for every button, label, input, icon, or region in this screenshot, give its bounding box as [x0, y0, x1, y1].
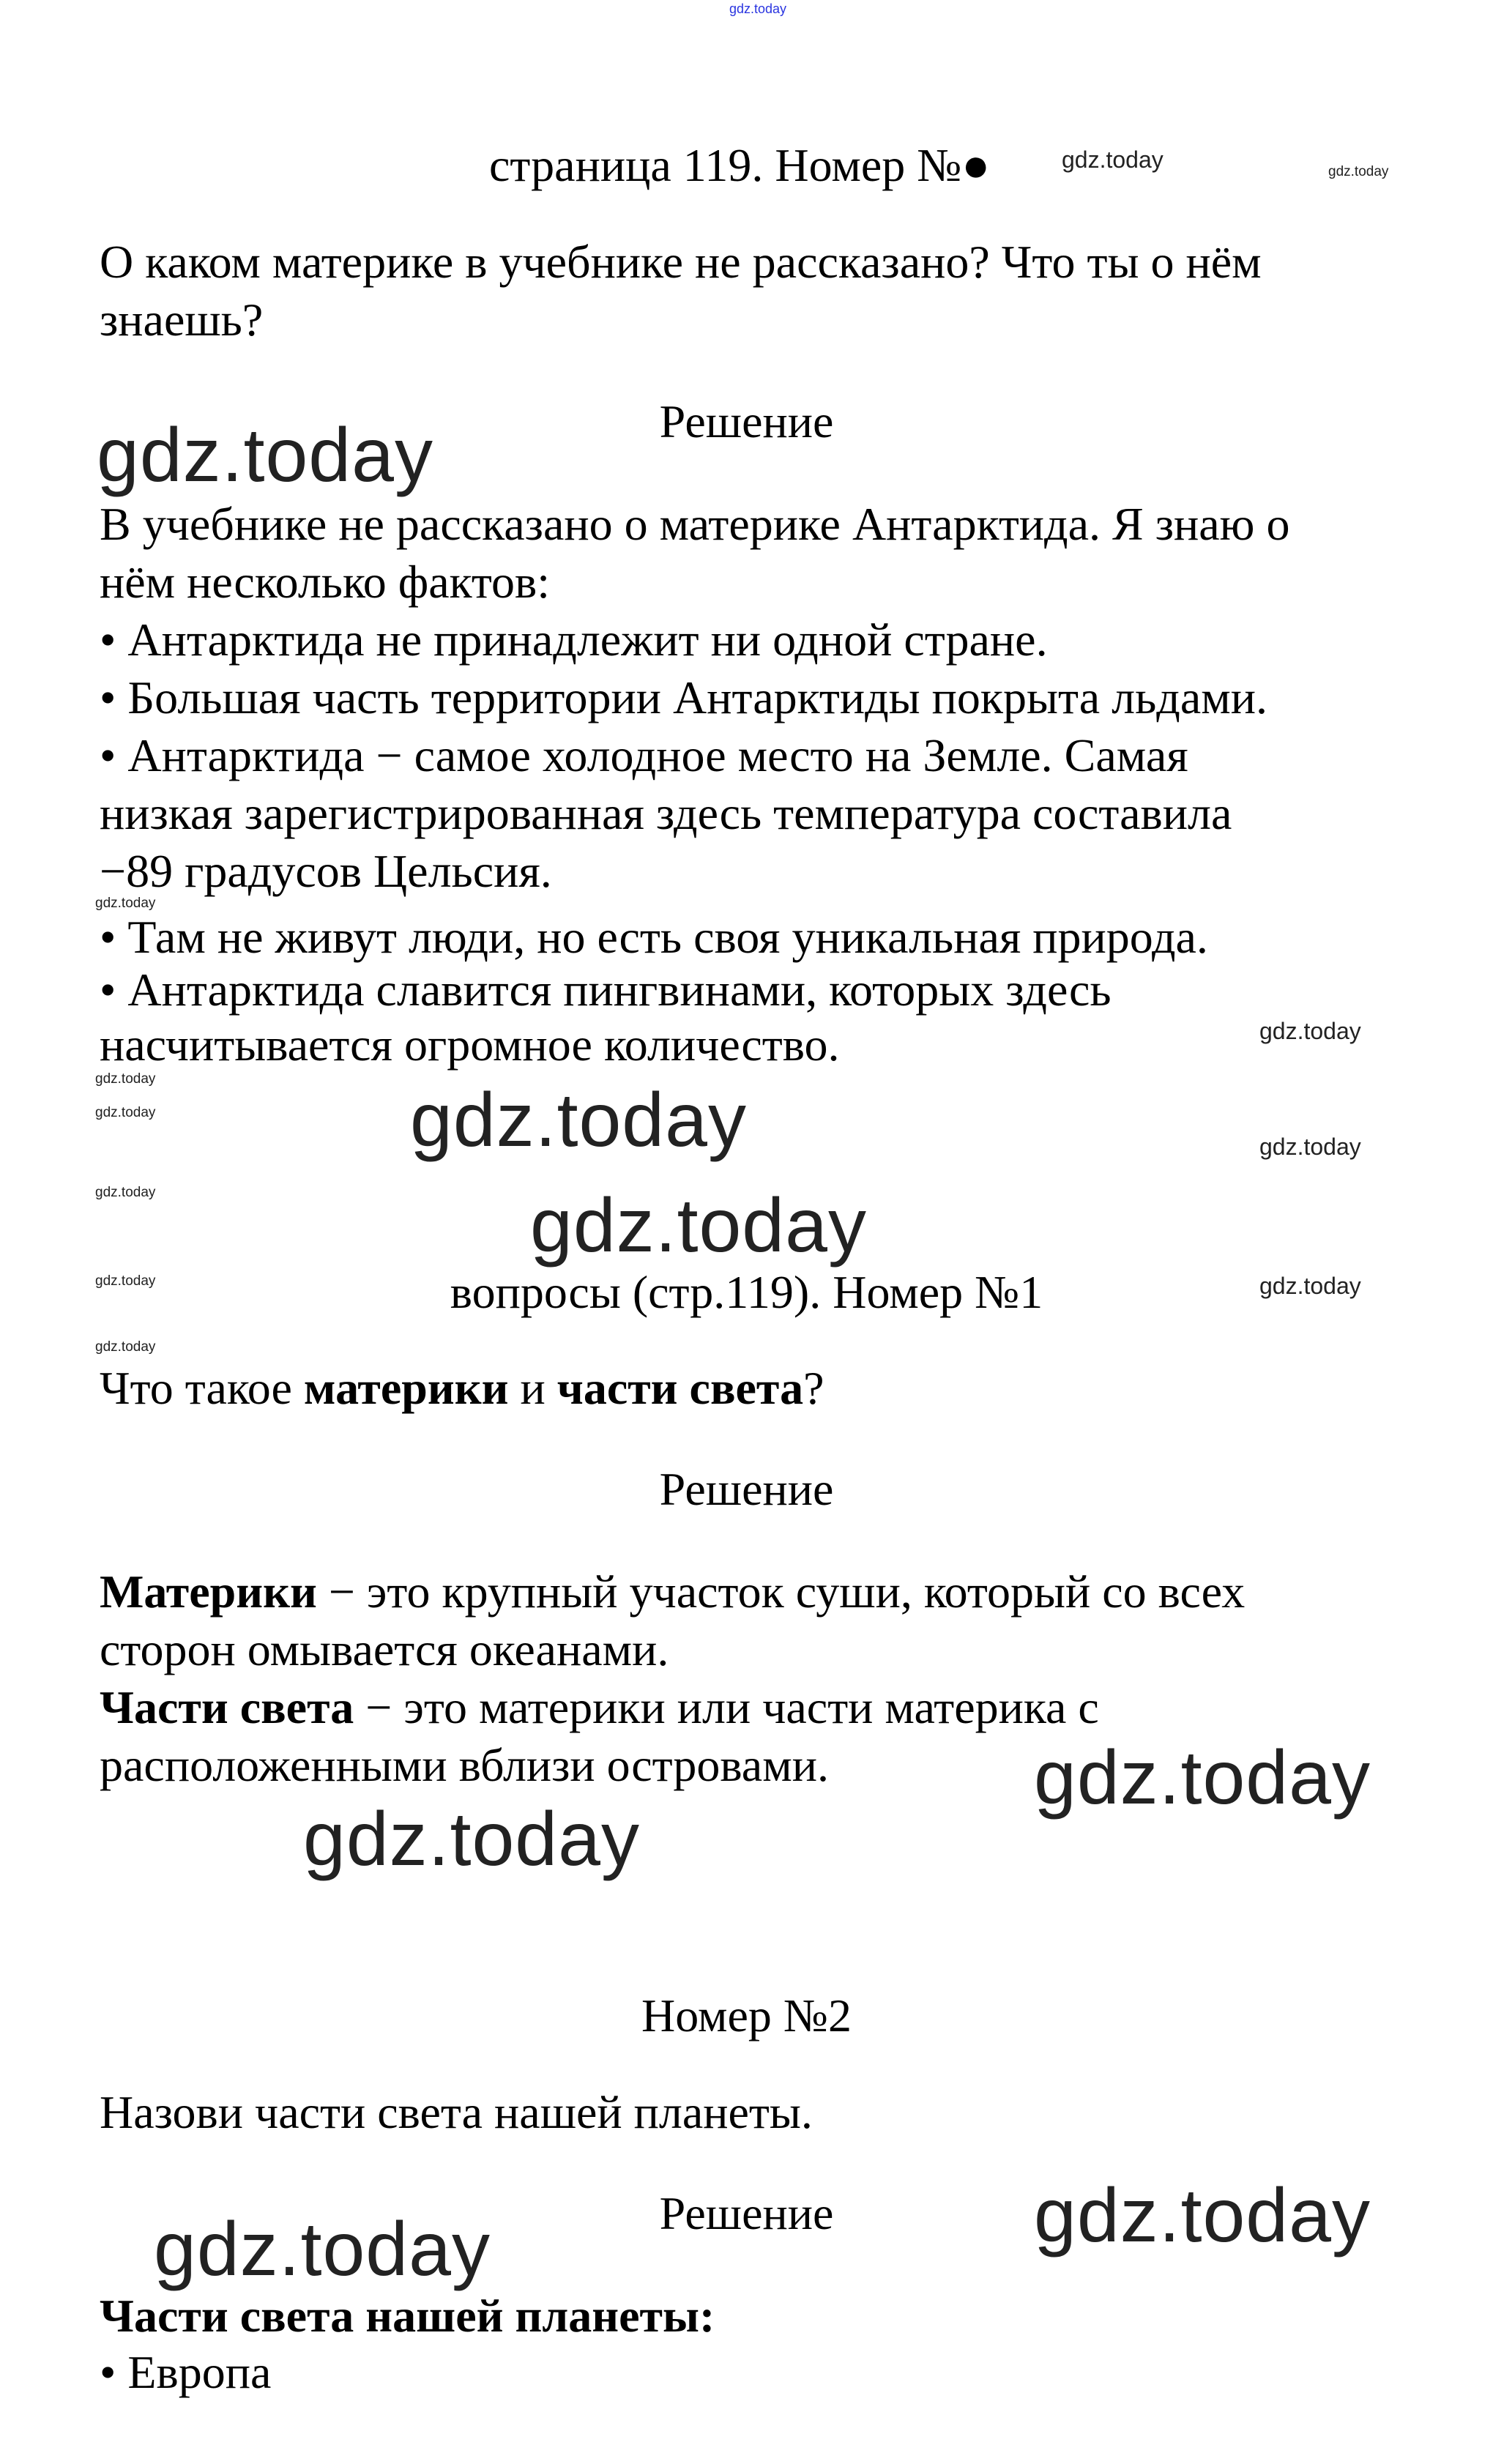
watermark: gdz.today — [1062, 146, 1164, 173]
bold-term: части света — [556, 1362, 804, 1414]
text: Что такое — [100, 1362, 304, 1414]
answer-line: В учебнике не рассказано о материке Антарктида. Я знаю о — [100, 498, 1290, 550]
watermark: gdz.today — [95, 1273, 156, 1289]
watermark: gdz.today — [95, 1105, 156, 1120]
text: − это крупный участок суши, который со всех — [316, 1566, 1246, 1618]
answer-line: • Антарктида − самое холодное место на Земле. Самая — [100, 729, 1188, 781]
watermark: gdz.today — [95, 1339, 156, 1355]
list-item: • Европа — [100, 2346, 272, 2398]
watermark: gdz.today — [410, 1078, 747, 1163]
text: − это материки или части материка с — [354, 1681, 1099, 1733]
watermark: gdz.today — [95, 1071, 156, 1087]
answer-line: расположенными вблизи островами. — [100, 1739, 829, 1791]
section3-title: Номер №2 — [641, 1990, 852, 2041]
watermark: gdz.today — [97, 413, 433, 498]
text: ? — [803, 1362, 824, 1414]
section1-title: страница 119. Номер №● — [489, 139, 990, 191]
section2-title: вопросы (стр.119). Номер №1 — [450, 1266, 1043, 1318]
section2-question — [100, 1362, 824, 1414]
section1-question-line: О каком материке в учебнике не рассказано? Что ты о нём — [100, 236, 1262, 288]
answer-line: • Там не живут люди, но есть своя уникальная природа. — [100, 911, 1208, 963]
answer-line: низкая зарегистрированная здесь температура составила — [100, 787, 1232, 839]
answer-line: • Антарктида славится пингвинами, которых здесь — [100, 964, 1112, 1016]
watermark: gdz.today — [95, 896, 156, 911]
watermark: gdz.today — [1259, 1134, 1361, 1160]
answer-heading: Части света нашей планеты: — [100, 2290, 715, 2342]
watermark: gdz.today — [95, 1185, 156, 1200]
bold-term: материки — [303, 1362, 509, 1414]
watermark: gdz.today — [1328, 164, 1389, 179]
answer-line: сторон омывается океанами. — [100, 1623, 669, 1675]
answer-line: • Антарктида не принадлежит ни одной стране. — [100, 614, 1048, 666]
solution-label: Решение — [659, 395, 834, 447]
solution-label: Решение — [659, 1463, 834, 1515]
section3-question: Назови части света нашей планеты. — [100, 2086, 813, 2138]
watermark: gdz.today — [1259, 1018, 1361, 1044]
bold-term: Части света — [100, 1681, 354, 1733]
answer-line: нём несколько фактов: — [100, 556, 551, 608]
answer-line: • Большая часть территории Антарктиды покрыта льдами. — [100, 671, 1267, 723]
watermark-top: gdz.today — [729, 1, 787, 16]
text: и — [508, 1362, 557, 1414]
watermark: gdz.today — [1034, 1735, 1371, 1820]
watermark: gdz.today — [1034, 2173, 1371, 2258]
answer-line — [100, 1566, 1246, 1618]
solution-label: Решение — [659, 2187, 834, 2239]
watermark: gdz.today — [1259, 1273, 1361, 1299]
bold-term: Материки — [100, 1566, 317, 1618]
watermark: gdz.today — [303, 1797, 640, 1882]
answer-line: насчитывается огромное количество. — [100, 1019, 840, 1071]
answer-line — [100, 1681, 1099, 1733]
watermark: gdz.today — [530, 1183, 867, 1268]
answer-line: −89 градусов Цельсия. — [100, 845, 552, 897]
watermark: gdz.today — [154, 2207, 491, 2292]
section1-question-line: знаешь? — [100, 294, 264, 346]
